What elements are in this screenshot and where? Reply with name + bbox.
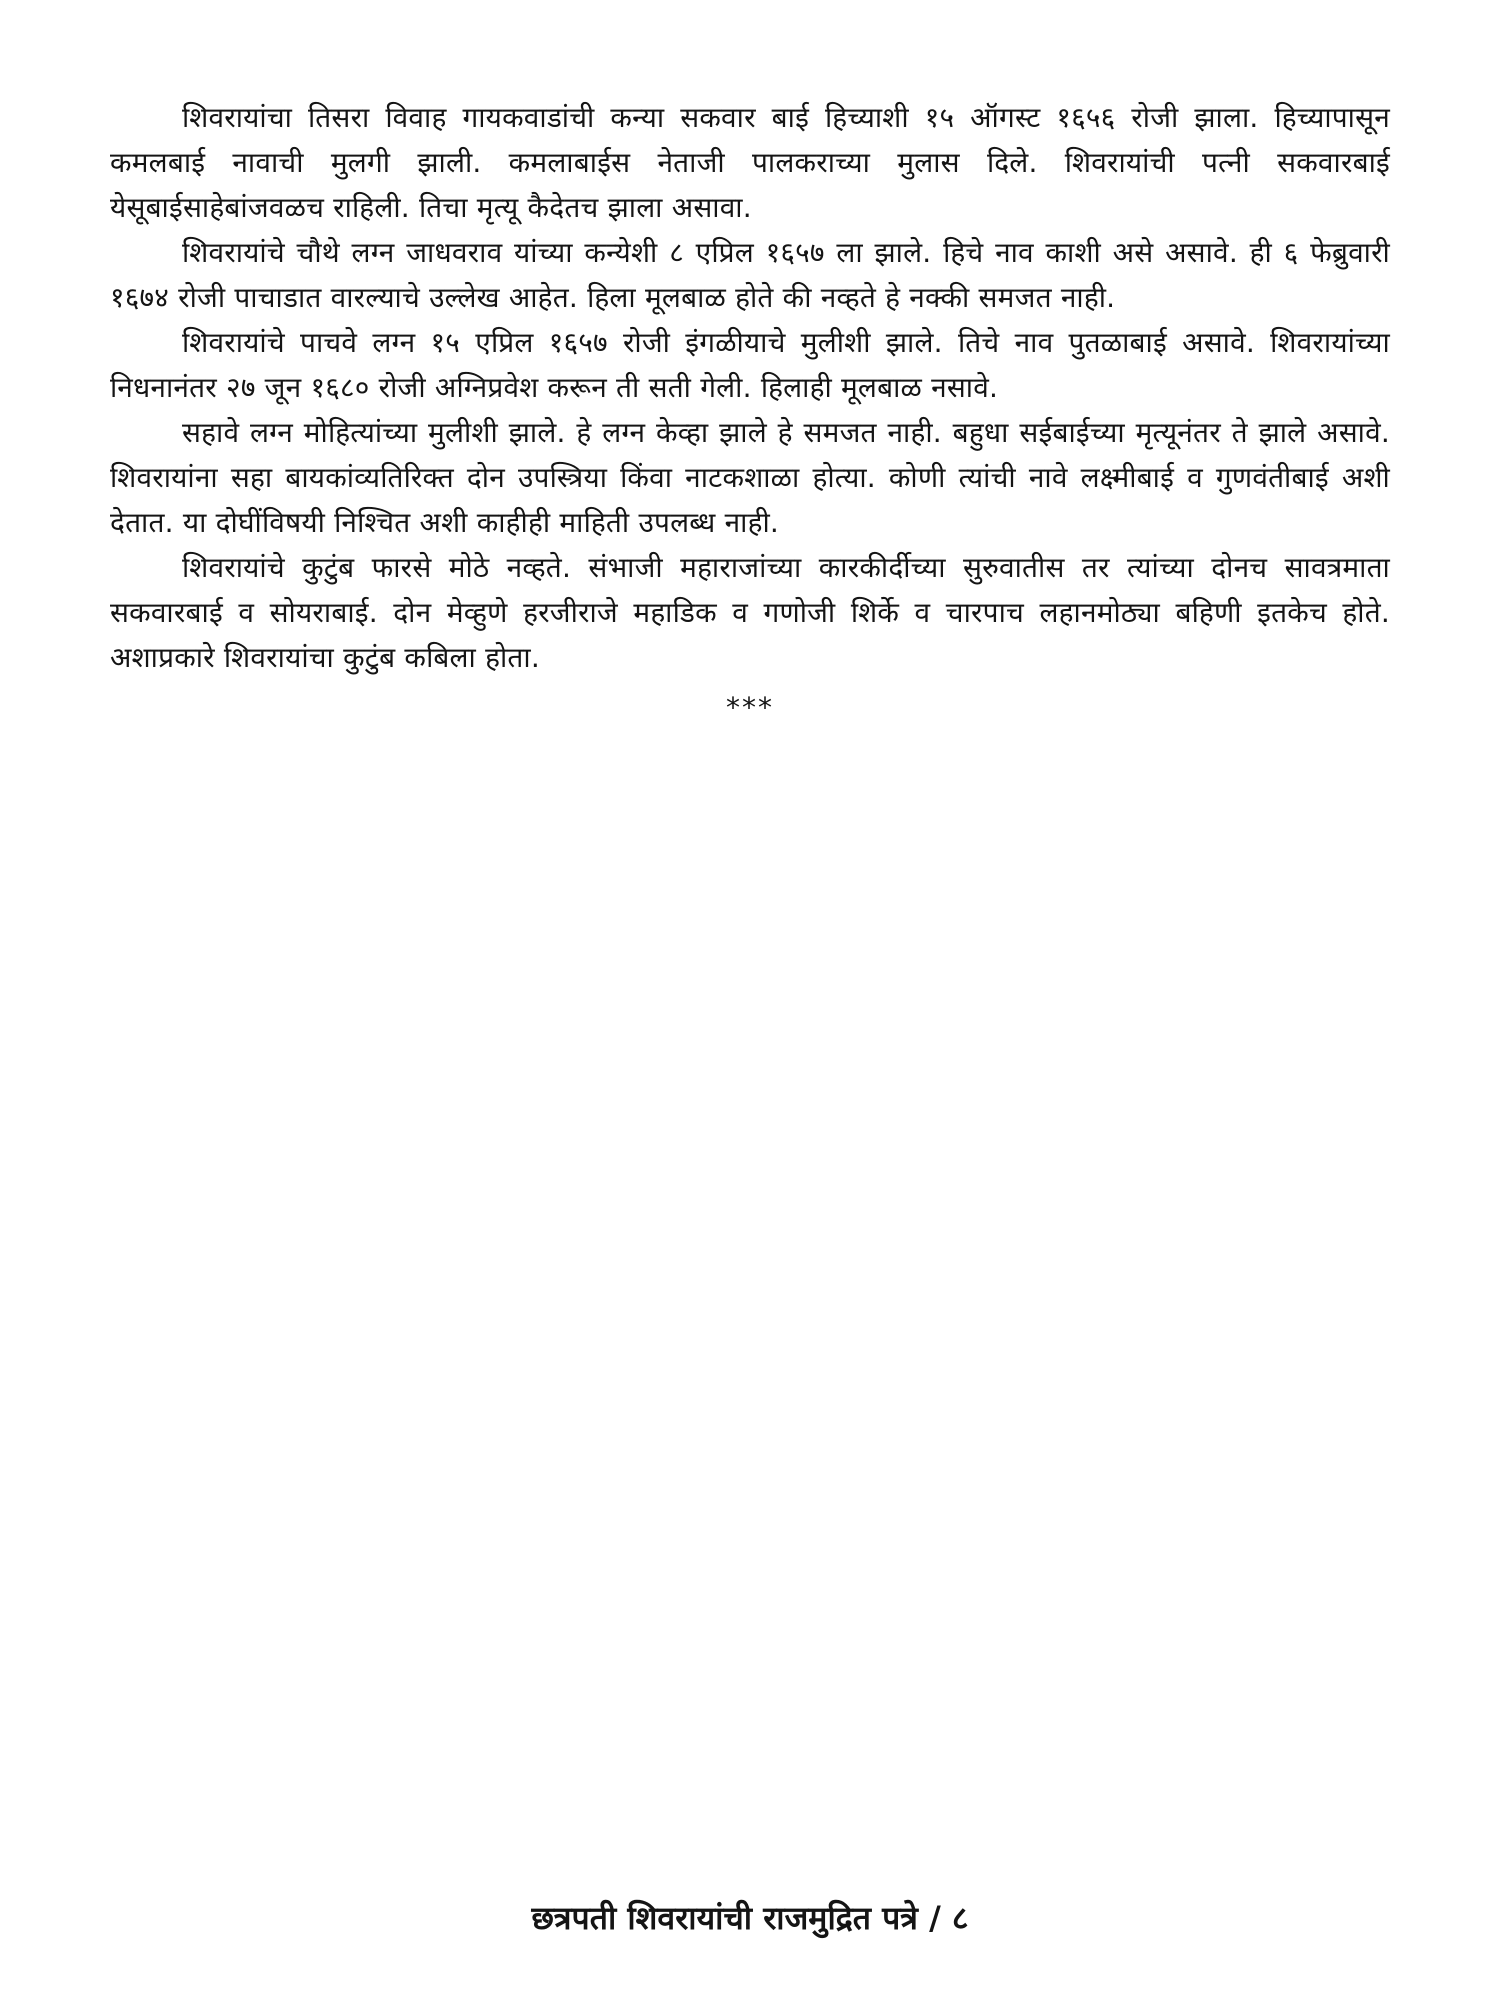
page-footer: छत्रपती शिवरायांची राजमुद्रित पत्रे / ८ xyxy=(531,1899,969,1937)
paragraph-fourth-marriage: शिवरायांचे चौथे लग्न जाधवराव यांच्या कन्येशी ८ एप्रिल १६५७ ला झाले. हिचे नाव काशी असे असावे. ही ६ फेब्रुवारी १६७४ रोजी पाचाडात वारल्याचे उल्लेख आहेत. हिला मूलबाळ होते की नव्हते हे नक्की समजत नाही. xyxy=(110,236,1390,314)
section-separator: *** xyxy=(726,691,774,724)
paragraph-family: शिवरायांचे कुटुंब फारसे मोठे नव्हते. संभाजी महाराजांच्या कारकीर्दीच्या सुरुवातीस तर त्यांच्या दोनच सावत्रमाता सकवारबाई व सोयराबाई. दोन मेव्हुणे हरजीराजे महाडिक व गणोजी शिर्के व चारपाच लहानमोठ्या बहिणी इतकेच होते. अशाप्रकारे शिवरायांचा कुटुंब कबिला होता. xyxy=(110,551,1390,674)
paragraph-sixth-marriage: सहावे लग्न मोहित्यांच्या मुलीशी झाले. हे लग्न केव्हा झाले हे समजत नाही. बहुधा सईबाईच्या मृत्यूनंतर ते झाले असावे. शिवरायांना सहा बायकांव्यतिरिक्त दोन उपस्त्रिया किंवा नाटकशाळा होत्या. कोणी त्यांची नावे लक्ष्मीबाई व गुणवंतीबाई अशी देतात. या दोघींविषयी निश्चित अशी काहीही माहिती उपलब्ध नाही. xyxy=(110,416,1390,539)
paragraph-third-marriage: शिवरायांचा तिसरा विवाह गायकवाडांची कन्या सकवार बाई हिच्याशी १५ ऑगस्ट १६५६ रोजी झाला. हिच्यापासून कमलबाई नावाची मुलगी झाली. कमलाबाईस नेताजी पालकराच्या मुलास दिले. शिवरायांची पत्नी सकवारबाई येसूबाईसाहेबांजवळच राहिली. तिचा मृत्यू कैदेतच झाला असावा. xyxy=(110,101,1390,224)
paragraph-fifth-marriage: शिवरायांचे पाचवे लग्न १५ एप्रिल १६५७ रोजी इंगळीयाचे मुलीशी झाले. तिचे नाव पुतळाबाई असावे. शिवरायांच्या निधनानंतर २७ जून १६८० रोजी अग्निप्रवेश करून ती सती गेली. हिलाही मूलबाळ नसावे. xyxy=(110,326,1390,404)
body-text xyxy=(110,95,1390,728)
